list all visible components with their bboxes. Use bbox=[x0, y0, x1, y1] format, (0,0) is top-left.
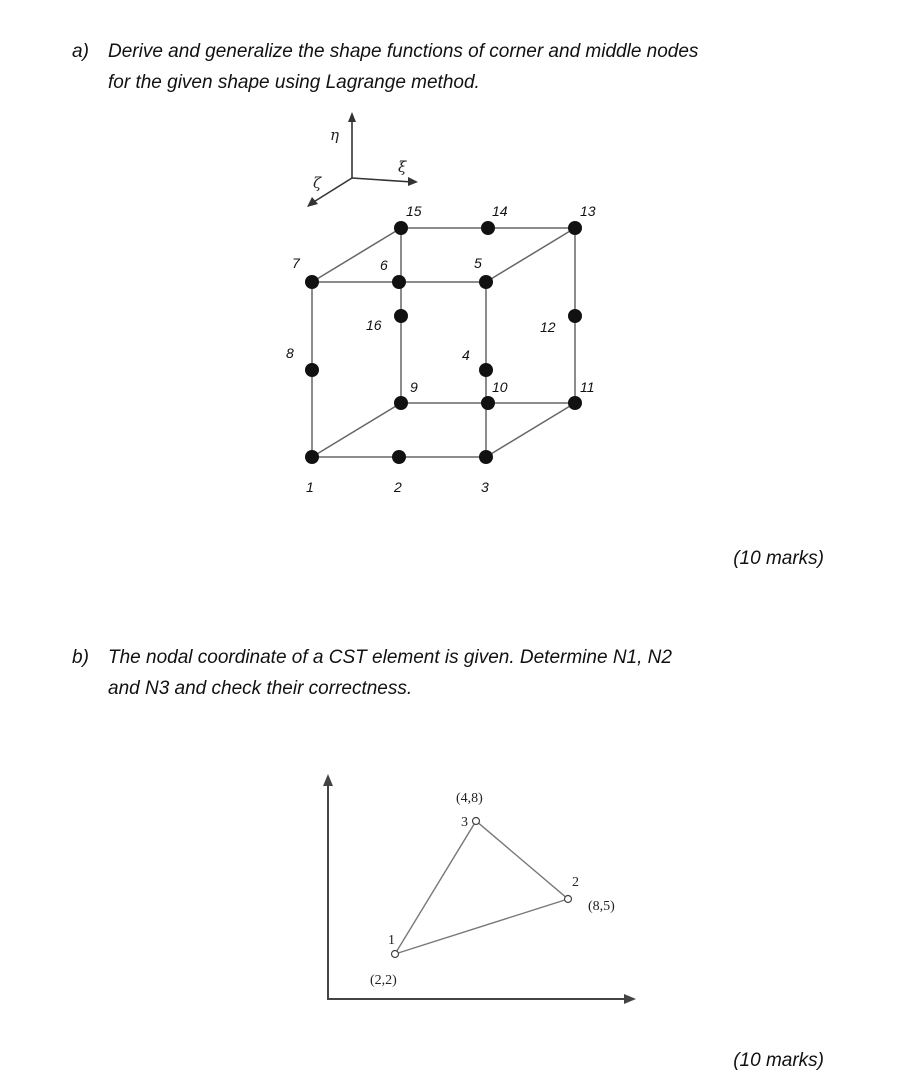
node-label-10: 10 bbox=[492, 379, 508, 395]
node-label-3: 3 bbox=[481, 479, 489, 495]
cst-triangle bbox=[395, 821, 568, 954]
cst-node-1-coord: (2,2) bbox=[370, 973, 397, 988]
part-a-question-line2: for the given shape using Lagrange method. bbox=[108, 72, 480, 93]
node-1 bbox=[305, 450, 319, 464]
part-b-marks: (10 marks) bbox=[733, 1050, 824, 1071]
node-label-4: 4 bbox=[462, 347, 470, 363]
part-b-question-line2: and N3 and check their correctness. bbox=[108, 678, 413, 699]
eta-axis-label: η bbox=[330, 126, 339, 144]
eta-axis-arrow-icon bbox=[348, 112, 356, 122]
cst-node-3-coord: (4,8) bbox=[456, 791, 483, 806]
node-16 bbox=[394, 309, 408, 323]
node-2 bbox=[392, 450, 406, 464]
node-15 bbox=[394, 221, 408, 235]
node-label-7: 7 bbox=[292, 255, 300, 271]
cst-node-2 bbox=[565, 896, 572, 903]
cube-edges bbox=[312, 228, 575, 457]
node-4 bbox=[479, 363, 493, 377]
cst-node-3 bbox=[473, 818, 480, 825]
xi-axis-arrow-icon bbox=[408, 177, 418, 186]
node-label-8: 8 bbox=[286, 345, 294, 361]
node-label-5: 5 bbox=[474, 255, 482, 271]
node-14 bbox=[481, 221, 495, 235]
coordinate-axes bbox=[312, 118, 412, 203]
node-label-14: 14 bbox=[492, 203, 508, 219]
node-7 bbox=[305, 275, 319, 289]
node-13 bbox=[568, 221, 582, 235]
node-label-2: 2 bbox=[394, 479, 402, 495]
node-12 bbox=[568, 309, 582, 323]
part-b-question-line1: The nodal coordinate of a CST element is given. Determine N1, N2 bbox=[108, 647, 672, 668]
part-b-label: b) bbox=[72, 647, 89, 668]
node-5 bbox=[479, 275, 493, 289]
xi-axis-label: ξ bbox=[398, 158, 407, 176]
node-label-12: 12 bbox=[540, 319, 556, 335]
cst-node-3-id: 3 bbox=[461, 815, 468, 830]
node-label-9: 9 bbox=[410, 379, 418, 395]
node-3 bbox=[479, 450, 493, 464]
cst-element-figure bbox=[0, 760, 910, 1060]
node-label-11: 11 bbox=[580, 379, 595, 395]
x-axis-arrow-icon bbox=[624, 994, 636, 1004]
part-a-marks: (10 marks) bbox=[733, 548, 824, 569]
node-6 bbox=[392, 275, 406, 289]
node-label-15: 15 bbox=[406, 203, 422, 219]
cst-node-1-id: 1 bbox=[388, 933, 395, 948]
node-label-13: 13 bbox=[580, 203, 596, 219]
y-axis-arrow-icon bbox=[323, 774, 333, 786]
node-10 bbox=[481, 396, 495, 410]
part-a-label: a) bbox=[72, 41, 89, 62]
node-label-16: 16 bbox=[366, 317, 382, 333]
zeta-axis-label: ζ bbox=[313, 174, 322, 192]
zeta-axis-arrow-icon bbox=[307, 197, 318, 207]
cst-node-1 bbox=[392, 951, 399, 958]
node-label-1: 1 bbox=[306, 479, 314, 495]
node-9 bbox=[394, 396, 408, 410]
node-8 bbox=[305, 363, 319, 377]
cst-node-2-id: 2 bbox=[572, 875, 579, 890]
node-11 bbox=[568, 396, 582, 410]
cube-nodes bbox=[305, 221, 582, 464]
part-a-question-line1: Derive and generalize the shape functions of corner and middle nodes bbox=[108, 41, 699, 62]
cst-node-2-coord: (8,5) bbox=[588, 899, 615, 914]
node-label-6: 6 bbox=[380, 257, 388, 273]
